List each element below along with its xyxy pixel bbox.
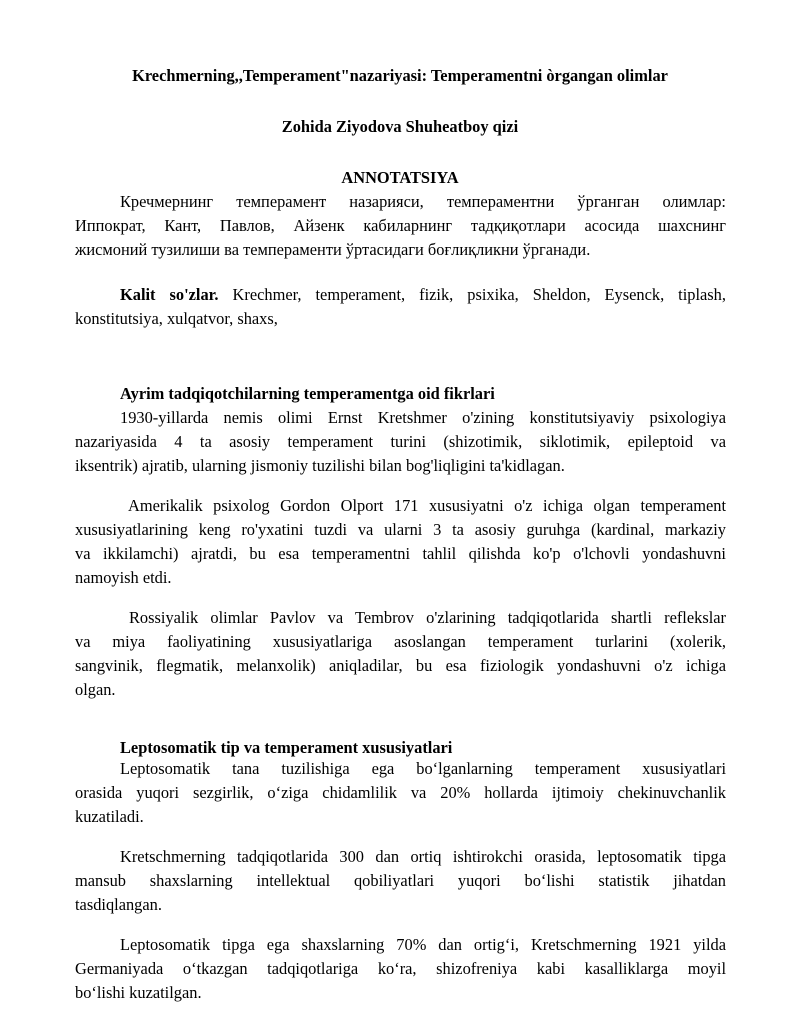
text-line: Leptosomatik tana tuzilishiga ega bo‘lganlarning temperament xususiyatlari (120, 759, 726, 778)
text-line: konstitutsiya, xulqatvor, shaxs, (75, 309, 278, 328)
text-line (75, 283, 726, 307)
text-line: mansub shaxslarning intellektual qobiliyatlari yuqori bo‘lishi statistik jihatdan (75, 871, 726, 890)
text-line: Кречмернинг темперамент назарияси, темпераментни ўрганган олимлар: (120, 192, 726, 211)
paragraph (75, 606, 726, 702)
keywords-text: Krechmer, temperament, fizik, psixika, Sheldon, Eysenck, tiplash, (232, 285, 726, 304)
keywords-label: Kalit so'zlar. (120, 285, 219, 304)
text-line: va ikkilamchi) ajratdi, bu esa temperamentni tahlil qilishda ko'p o'lchovli yondashuvni (75, 544, 726, 563)
keywords-paragraph (75, 283, 726, 331)
text-line: bo‘lishi kuzatilgan. (75, 983, 202, 1002)
text-line: xususiyatlarining keng ro'yxatini tuzdi va ularni 3 ta asosiy guruhga (kardinal, markaziy (75, 520, 726, 539)
text-line: Leptosomatik tipga ega shaxslarning 70% dan ortig‘i, Kretschmerning 1921 yilda (120, 935, 726, 954)
text-line: orasida yuqori sezgirlik, o‘ziga chidamlilik va 20% hollarda ijtimoiy chekinuvchanlik (75, 783, 726, 802)
paragraph (75, 933, 726, 1005)
text-line: 1930-yillarda nemis olimi Ernst Kretshmer o'zining konstitutsiyaviy psixologiya (120, 408, 726, 427)
paragraph (75, 757, 726, 829)
text-line: жисмоний тузилиши ва темпераменти ўртасидаги боғлиқликни ўрганади. (75, 240, 591, 259)
text-line: Germaniyada o‘tkazgan tadqiqotlariga ko‘ra, shizofreniya kabi kasalliklarga moyil (75, 959, 726, 978)
author-name: Zohida Ziyodova Shuheatboy qizi (281, 117, 519, 136)
paragraph (75, 406, 726, 478)
text-line: Amerikalik psixolog Gordon Olport 171 xususiyatni o'z ichiga olgan temperament (128, 496, 726, 515)
text-line: tasdiqlangan. (75, 895, 162, 914)
section-heading: Ayrim tadqiqotchilarning temperamentga oid fikrlari (120, 384, 495, 403)
text-line: sangvinik, flegmatik, melanxolik) aniqladilar, bu esa fiziologik yondashuvni o'z ichiga (75, 656, 726, 675)
section-heading: Leptosomatik tip va temperament xususiyatlari (120, 738, 453, 757)
text-line: va miya faoliyatining xususiyatlariga asoslangan temperament turlarini (xolerik, (75, 632, 726, 651)
text-line: Иппократ, Кант, Павлов, Айзенк кабиларнинг тадқиқотлари асосида шахснинг (75, 216, 726, 235)
text-line: Kretschmerning tadqiqotlarida 300 dan ortiq ishtirokchi orasida, leptosomatik tipga (120, 847, 726, 866)
text-line: namoyish etdi. (75, 568, 172, 587)
text-line: nazariyasida 4 ta asosiy temperament turini (shizotimik, siklotimik, epileptoid va (75, 432, 726, 451)
abstract-paragraph (75, 190, 726, 262)
document-title: Krechmerning,,Temperament"nazariyasi: Temperamentni òrgangan olimlar (132, 66, 668, 85)
text-line: Rossiyalik olimlar Pavlov va Tembrov o'zlarining tadqiqotlarida shartli reflekslar (129, 608, 726, 627)
abstract-heading: ANNOTATSIYA (341, 168, 459, 187)
paragraph (75, 845, 726, 917)
paragraph (75, 494, 726, 590)
text-line: kuzatiladi. (75, 807, 144, 826)
text-line: iksentrik) ajratib, ularning jismoniy tuzilishi bilan bog'liqligini ta'kidlagan. (75, 456, 565, 475)
text-line: olgan. (75, 680, 116, 699)
